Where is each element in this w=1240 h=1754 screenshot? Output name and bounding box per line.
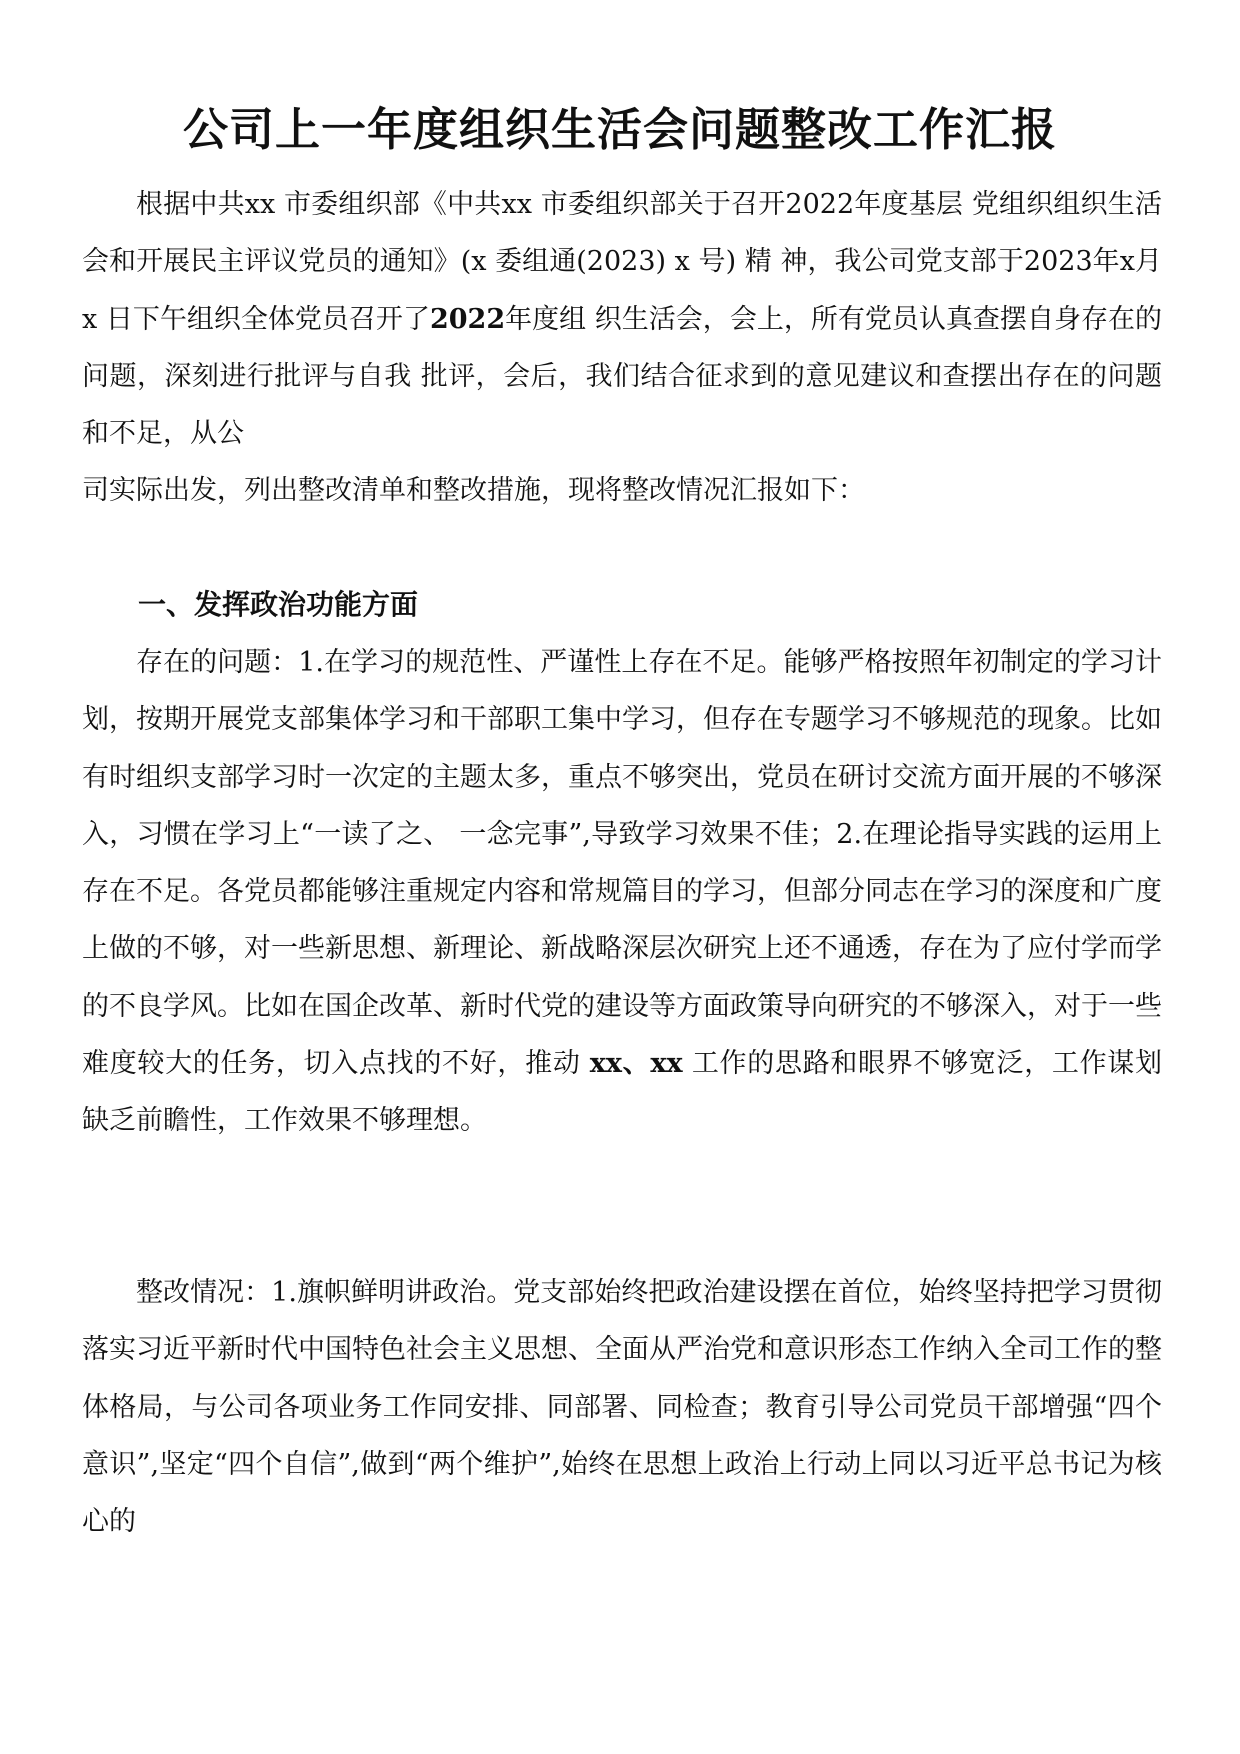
intro-paragraph: [82, 176, 1162, 520]
intro-text-part1: 根据中共xx 市委组织部《中共xx 市委组织部关于召开2022年度基层 党组织组织生活会和开展民主评议党员的通知》(x 委组通(2023) x 号) 精 神，我公司党支部于2023年x月 x 日下午组织全体党员召开了: [82, 189, 1162, 335]
intro-text-part2: 年度组 织生活会，会上，所有党员认真查摆自身存在的问题，深刻进行批评与自我 批评，会后，我们结合征求到的意见建议和查摆出存在的问题和不足，从公: [82, 303, 1162, 450]
problems-bold-xx: xx、xx: [589, 1048, 683, 1080]
intro-year-bold: 2022: [429, 303, 506, 335]
section-heading-political-function: 一、发挥政治功能方面: [138, 588, 419, 621]
problems-text-part1: 存在的问题：1.在学习的规范性、严谨性上存在不足。能够严格按照年初制定的学习计划，按期开展党支部集体学习和干部职工集中学习，但存在专题学习不够规范的现象。比如有时组织支部学习时一次定的主题太多，重点不够突出，党员在研讨交流方面开展的不够深入，习惯在学习上“一读了之、 一念完事”,导致学习效果不佳；2.在理论指导实践的运用上存在不足。各党员都能够注重规定内容和常规篇目的学习，但部分同志在学习的深度和广度上做的不够，对一些新思想、新理论、新战略深层次研究上还不通透，存在为了应付学而学的不良学风。比如在国企改革、新时代党的建设等方面政策导向研究的不够深入，对于一些难度较大的任务，切入点找的不好，推动: [82, 647, 1162, 1080]
problems-paragraph: [82, 634, 1162, 1150]
rectification-paragraph: 整改情况：1.旗帜鲜明讲政治。党支部始终把政治建设摆在首位，始终坚持把学习贯彻落实习近平新时代中国特色社会主义思想、全面从严治党和意识形态工作纳入全司工作的整体格局，与公司各项业务工作同安排、同部署、同检查；教育引导公司党员干部增强“四个意识”,坚定“四个自信”,做到“两个维护”,始终在思想上政治上行动上同以习近平总书记为核心的: [82, 1277, 1162, 1538]
intro-text-part3: 司实际出发，列出整改清单和整改措施，现将整改情况汇报如下：: [82, 475, 865, 507]
document-title: 公司上一年度组织生活会问题整改工作汇报: [182, 103, 1057, 156]
problems-text-part2: 工作的思路和眼界不够宽泛，工作谋划缺乏前瞻性，工作效果不够理想。: [82, 1048, 1162, 1137]
